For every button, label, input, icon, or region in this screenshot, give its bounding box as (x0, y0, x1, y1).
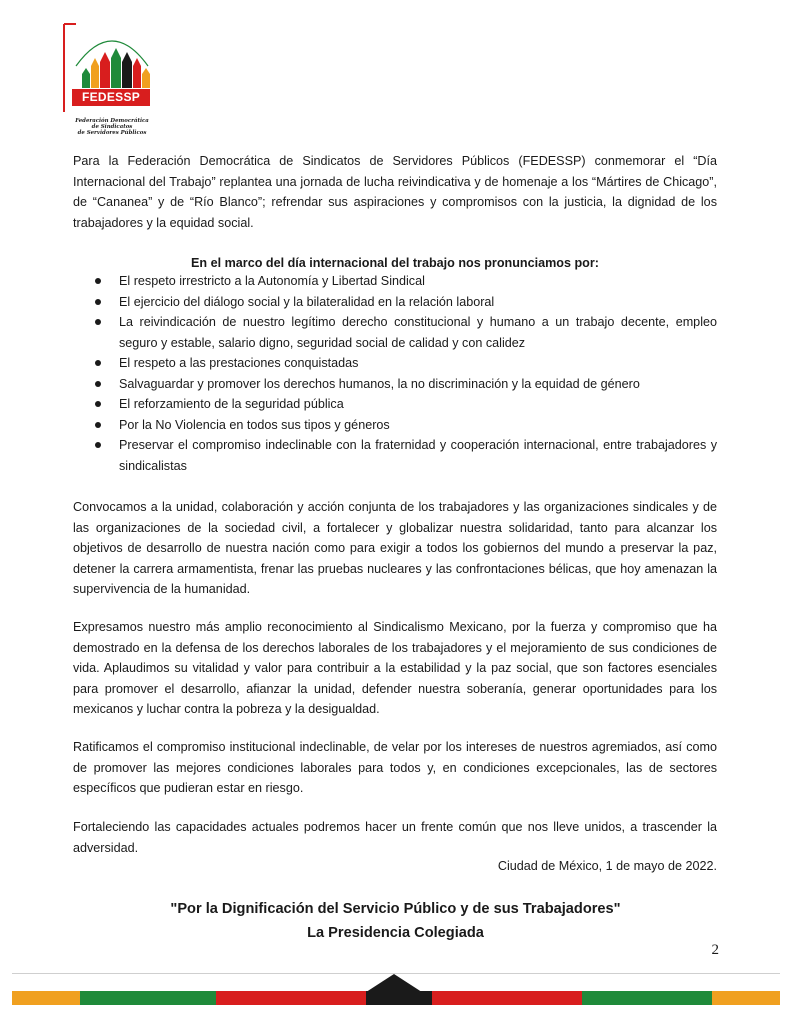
bullet-icon (95, 360, 101, 366)
bullet-icon (95, 299, 101, 305)
list-item (73, 292, 717, 313)
footer-color-band (12, 991, 780, 1005)
fortaleciendo-paragraph: Fortaleciendo las capacidades actuales podremos hacer un frente común que nos lleve unidos, a trascender la adversidad. (73, 820, 717, 855)
list-item (73, 353, 717, 374)
logo-caption (64, 118, 160, 137)
footer-band-segment (432, 991, 582, 1005)
demands-list (73, 271, 717, 476)
closing-signature: La Presidencia Colegiada (307, 925, 484, 941)
footer-band-segment (582, 991, 712, 1005)
list-item (73, 435, 717, 476)
list-item-text: El reforzamiento de la seguridad pública (119, 397, 344, 411)
logo-caption-line: Federación Democrática (75, 118, 149, 124)
list-item-text: Salvaguardar y promover los derechos humanos, la no discriminación y la equidad de género (119, 376, 640, 391)
bullet-icon (95, 278, 101, 284)
list-item-text: El ejercicio del diálogo social y la bilateralidad en la relación laboral (119, 294, 495, 309)
page-number: 2 (711, 942, 719, 958)
logo-caption-line: de Servidores Públicos (77, 130, 147, 137)
footer-band-segment (12, 991, 80, 1005)
list-item (73, 415, 717, 436)
ratificamos-paragraph: Ratificamos el compromiso institucional indeclinable, de velar por los intereses de nuestros agremiados, así como de promover las mejores condiciones laborales para todos y, en condiciones excepcionales, las de sectores específicos que pudieran estar en riesgo. (73, 740, 717, 795)
intro-paragraph: Para la Federación Democrática de Sindicatos de Servidores Públicos (FEDESSP) conmemorar el “Día Internacional del Trabajo” replantea una jornada de lucha reivindicativa y de homenaje a los “Mártires de Chicago”, de “Cananea” y de “Río Blanco”; refrendar sus aspiraciones y compromisos con la justicia, la dignidad de los trabajadores y la equidad social. (73, 154, 717, 230)
fedessp-logo (62, 22, 162, 137)
list-item-text: Preservar el compromiso indeclinable con la fraternidad y cooperación internacional, entre trabajadores y sindicalistas (119, 438, 717, 473)
logo-caption-line: de Sindicatos (91, 124, 133, 131)
footer-band-segment (712, 991, 780, 1005)
expresamos-paragraph: Expresamos nuestro más amplio reconocimiento al Sindicalismo Mexicano, por la fuerza y compromiso que ha demostrado en la defensa de los derechos laborales de los trabajadores y el mejoramiento de sus condiciones de vida. Aplaudimos su vitalidad y valor para contribuir a la estabilidad y la paz social, que son factores esenciales para promover el desarrollo, afianzar la unidad, defender nuestra soberanía, generar oportunidades para los mexicanos y luchar contra la pobreza y la desigualdad. (73, 620, 717, 716)
list-item-text: Por la No Violencia en todos sus tipos y géneros (119, 417, 390, 432)
bullet-icon (95, 401, 101, 407)
list-item-text: El respeto a las prestaciones conquistadas (119, 356, 359, 370)
list-item (73, 312, 717, 353)
closing-motto: "Por la Dignificación del Servicio Público y de sus Trabajadores" (170, 901, 621, 917)
footer-band-segment (80, 991, 216, 1005)
bullet-icon (95, 319, 101, 325)
bullet-icon (95, 381, 101, 387)
list-item (73, 271, 717, 292)
convocamos-paragraph: Convocamos a la unidad, colaboración y acción conjunta de los trabajadores y las organizaciones sindicales y de las organizaciones de la sociedad civil, a fortalecer y globalizar nuestra solidaridad, tanto para alcanzar los objetivos de desarrollo de nuestra nación como para exigir a todos los gobiernos del mundo a preservar la paz, detener la carrera armamentista, frenar las pruebas nucleares y las confrontaciones bélicas, que hoy amenazan la supervivencia de la humanidad. (73, 500, 717, 596)
list-item (73, 394, 717, 415)
bullet-icon (95, 442, 101, 448)
list-item-text: La reivindicación de nuestro legítimo derecho constitucional y humano a un trabajo decente, empleo seguro y estable, salario digno, seguridad social de calidad y con calidez (119, 315, 717, 350)
footer-band-segment (216, 991, 366, 1005)
footer-band-segment (366, 991, 432, 1005)
list-item-text: El respeto irrestricto a la Autonomía y Libertad Sindical (119, 274, 425, 288)
dateline: Ciudad de México, 1 de mayo de 2022. (497, 859, 717, 873)
bullet-icon (95, 422, 101, 428)
list-heading: En el marco del día internacional del trabajo nos pronunciamos por: (191, 256, 599, 270)
logo-badge: FEDESSP (72, 89, 150, 106)
list-item (73, 374, 717, 395)
